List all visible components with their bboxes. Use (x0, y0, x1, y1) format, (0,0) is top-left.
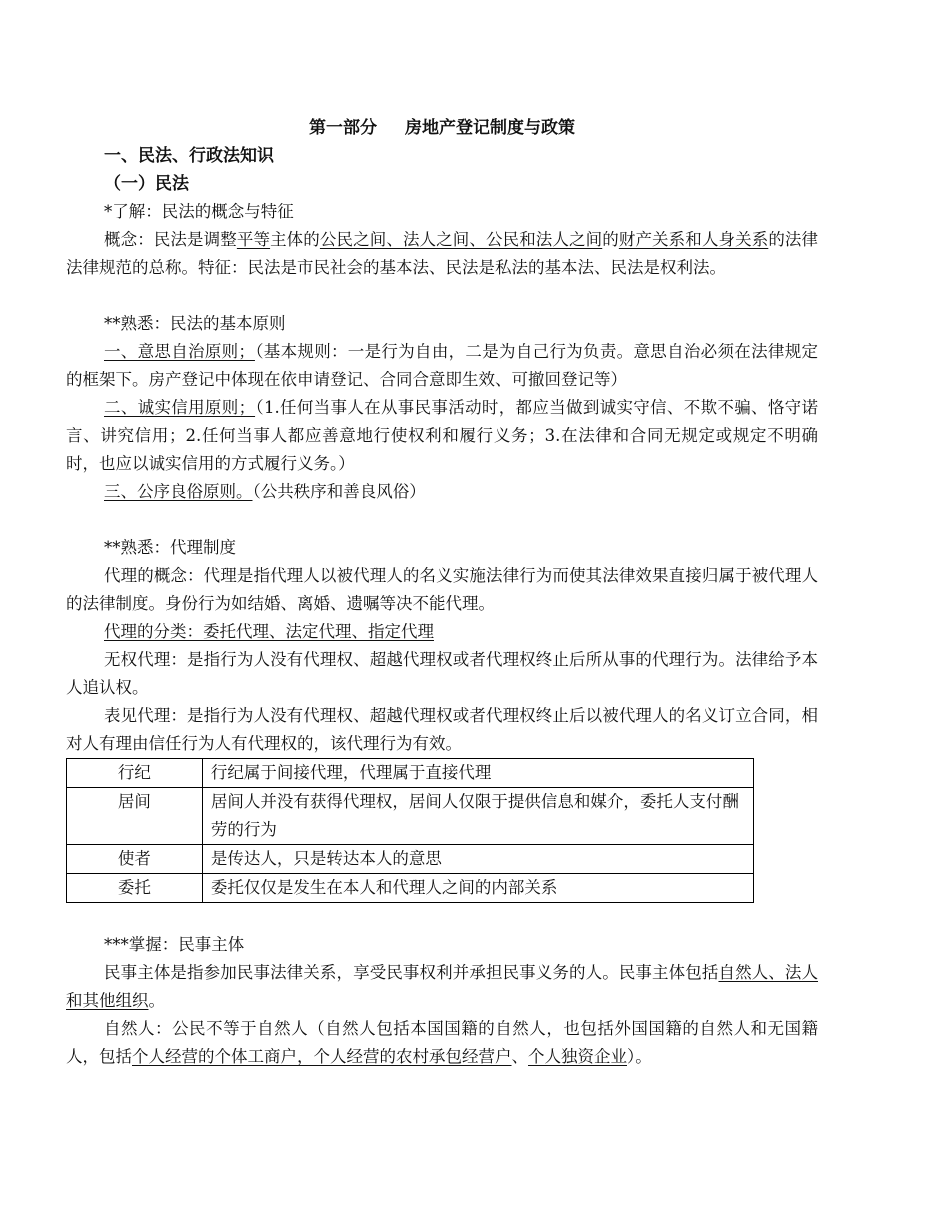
subject-label: ***掌握：民事主体 (104, 935, 245, 954)
table-row (67, 759, 754, 788)
concept-paragraph: 概念：民法是调整平等主体的公民之间、法人之间、公民和法人之间的财产关系和人身关系的法律法律规范的总称。特征：民法是市民社会的基本法、民法是私法的基本法、民法是权利法。 (66, 230, 819, 277)
table-cell-term: 委托 (67, 874, 203, 903)
table-row (67, 874, 754, 903)
table-row (67, 845, 754, 874)
agency-types: 代理的分类：委托代理、法定代理、指定代理 (104, 622, 434, 641)
table-cell-desc: 行纪属于间接代理，代理属于直接代理 (202, 759, 753, 788)
document-page (66, 114, 818, 1071)
subsection-heading: （一）民法 (104, 174, 189, 194)
agency-comparison-table (66, 758, 754, 903)
table-cell-term: 行纪 (67, 759, 203, 788)
title-name: 房地产登记制度与政策 (405, 118, 575, 138)
agency-concept: 代理的概念：代理是指代理人以被代理人的名义实施法律行为而使其法律效果直接归属于被代理人的法律制度。身份行为如结婚、离婚、遗嘱等决不能代理。 (66, 566, 818, 613)
table-cell-desc: 是传达人，只是转达本人的意思 (202, 845, 753, 874)
table-cell-term: 居间 (67, 788, 203, 845)
table-row (67, 788, 754, 845)
subject-paragraph: 民事主体是指参加民事法律关系，享受民事权利并承担民事义务的人。民事主体包括自然人、法人和其他组织。 (66, 963, 819, 1010)
page-title (66, 114, 818, 142)
principles-label: **熟悉：民法的基本原则 (104, 314, 286, 333)
table-cell-desc: 委托仅仅是发生在本人和代理人之间的内部关系 (202, 874, 753, 903)
natural-person-paragraph: 自然人：公民不等于自然人（自然人包括本国国籍的自然人，也包括外国国籍的自然人和无国籍人，包括个人经营的个体工商户，个人经营的农村承包经营户、个人独资企业）。 (66, 1019, 818, 1066)
principle-item: 二、诚实信用原则；（1.任何当事人在从事民事活动时，都应当做到诚实守信、不欺不骗、恪守诺言、讲究信用；2.任何当事人都应善意地行使权利和履行义务；3.在法律和合同无规定或规定不明确时，也应以诚实信用的方式履行义务。） (66, 398, 818, 473)
table-cell-term: 使者 (67, 845, 203, 874)
agency-label: **熟悉：代理制度 (104, 538, 236, 557)
principle-item: 三、公序良俗原则。（公共秩序和善良风俗） (104, 482, 426, 501)
apparent-agency: 表见代理：是指行为人没有代理权、超越代理权或者代理权终止后以被代理人的名义订立合同，相对人有理由信任行为人有代理权的，该代理行为有效。 (66, 706, 818, 753)
section-heading: 一、民法、行政法知识 (104, 146, 274, 166)
concept-label: *了解：民法的概念与特征 (104, 202, 294, 221)
table-cell-desc: 居间人并没有获得代理权，居间人仅限于提供信息和媒介，委托人支付酬劳的行为 (202, 788, 753, 845)
principle-item: 一、意思自治原则；（基本规则：一是行为自由，二是为自己行为负责。意思自治必须在法律规定的框架下。房产登记中体现在依申请登记、合同合意即生效、可撤回登记等） (66, 342, 819, 389)
unauthorized-agency: 无权代理：是指行为人没有代理权、超越代理权或者代理权终止后所从事的代理行为。法律给予本人追认权。 (66, 650, 818, 697)
title-part: 第一部分 (309, 118, 377, 138)
